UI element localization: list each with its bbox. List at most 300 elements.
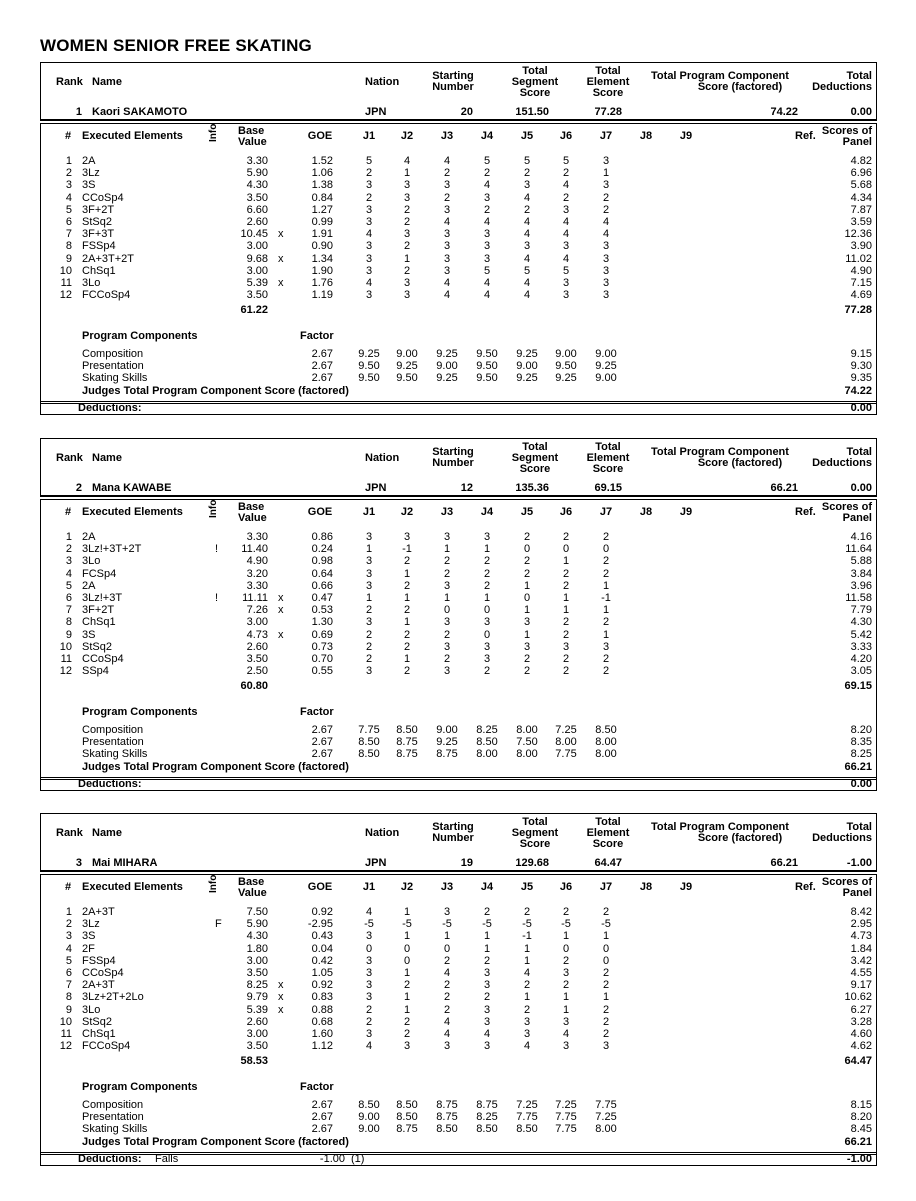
panel-score: 7.15	[850, 277, 872, 289]
base-value: 3.20	[246, 567, 268, 580]
element-score-value: 64.47	[594, 857, 622, 869]
component-panel-score: 9.15	[850, 348, 872, 360]
judge-score: 2	[483, 954, 491, 967]
base-value: 3.00	[246, 954, 268, 967]
panel-score: 10.62	[844, 991, 872, 1004]
program-components-header: Program Components	[82, 330, 198, 342]
judge-score: 1	[483, 543, 491, 556]
deductions-value: -1.00	[846, 857, 872, 869]
goe-value: 0.83	[311, 991, 333, 1004]
component-judge-score: 8.75	[436, 1111, 458, 1124]
judge-score: 0	[602, 543, 610, 556]
judge-score: 1	[443, 930, 451, 943]
segment-score-header: Total	[522, 65, 548, 77]
ref-header: Ref.	[795, 506, 816, 518]
deductions-header: Total	[846, 821, 872, 833]
element-number: 8	[65, 240, 72, 253]
judge-score: 3	[483, 653, 491, 665]
judge-score: 1	[483, 942, 491, 955]
judge-score: 1	[523, 604, 531, 617]
component-judge-score: 7.25	[555, 724, 577, 736]
judge-score: 1	[562, 991, 570, 1004]
panel-score: 4.62	[850, 1040, 872, 1053]
base-value: 7.26	[246, 604, 268, 617]
executed-elements-header: Executed Elements	[82, 881, 183, 893]
executed-elements-header: Executed Elements	[82, 130, 183, 142]
component-judge-score: 7.75	[595, 1099, 617, 1111]
judge-score: 3	[365, 179, 373, 192]
pcs-value: 66.21	[770, 482, 798, 494]
number-header: #	[65, 881, 72, 893]
element-number: 1	[65, 906, 72, 918]
goe-value: 0.70	[311, 653, 333, 665]
judges-total-label: Judges Total Program Component Score (factored)	[82, 385, 349, 397]
judge-score: 2	[483, 579, 491, 592]
base-value: 3.30	[246, 155, 268, 167]
element-number: 8	[65, 991, 72, 1004]
starting-number-value: 19	[460, 857, 473, 869]
judge-score: 4	[523, 277, 531, 289]
component-judge-score: 8.50	[358, 736, 380, 749]
component-factor: 2.67	[311, 1111, 333, 1124]
component-judge-score: 8.75	[396, 1123, 418, 1136]
judge-score: 2	[483, 906, 491, 918]
component-judge-score: 8.75	[476, 1099, 498, 1111]
judge-header: J3	[440, 506, 454, 518]
element-number: 12	[59, 665, 72, 678]
panel-score: 4.73	[850, 930, 872, 943]
judge-score: 3	[523, 616, 531, 629]
element-code: 3S	[82, 628, 96, 641]
component-judge-score: 9.00	[555, 348, 577, 360]
judge-score: 2	[523, 167, 531, 180]
judge-score: 2	[562, 167, 570, 180]
component-judge-score: 9.50	[555, 360, 577, 373]
component-judge-score: 9.50	[476, 372, 498, 385]
panel-score: 3.42	[850, 954, 872, 967]
judge-score: 3	[602, 240, 610, 253]
judge-score: 2	[562, 954, 570, 967]
element-number: 11	[60, 277, 72, 289]
skater-name: Kaori SAKAMOTO	[92, 106, 188, 118]
judge-score: 2	[483, 203, 491, 216]
judge-score: 4	[562, 228, 570, 241]
judge-score: 3	[365, 289, 373, 302]
judge-score: 5	[562, 264, 570, 277]
judge-score: 2	[403, 1015, 411, 1028]
base-value: 3.50	[246, 1040, 268, 1053]
panel-score: 2.95	[850, 918, 872, 931]
judge-header: J1	[362, 881, 376, 893]
goe-value: 1.90	[311, 264, 333, 277]
judge-score: 4	[562, 1028, 570, 1040]
judge-score: 3	[443, 906, 451, 918]
deduction-amount: -1.00	[319, 1153, 345, 1165]
judge-score: 2	[602, 665, 610, 678]
judge-score: 4	[562, 179, 570, 192]
goe-value: 1.19	[311, 289, 333, 302]
panel-header: Scores of	[821, 876, 872, 888]
element-code: CCoSp4	[82, 191, 124, 204]
judge-score: 3	[602, 179, 610, 192]
executed-elements-header: Executed Elements	[82, 506, 183, 518]
judge-score: 0	[562, 942, 570, 955]
judge-score: 3	[443, 531, 451, 543]
panel-score: 5.68	[850, 179, 872, 192]
judge-score: 3	[483, 1040, 491, 1053]
judge-score: 2	[365, 628, 373, 641]
pcs-total: 74.22	[844, 385, 872, 397]
judge-score: 3	[365, 1028, 373, 1040]
factor-header: Factor	[300, 706, 334, 718]
segment-score-header-2: Segment	[511, 452, 559, 464]
judge-score: -5	[402, 918, 412, 931]
nation-value: JPN	[365, 857, 387, 869]
element-score-header: Total	[595, 816, 621, 828]
judge-score: 3	[443, 252, 451, 265]
nation-header: Nation	[365, 827, 400, 839]
judge-score: 3	[403, 289, 411, 302]
judge-score: 5	[562, 155, 570, 167]
component-name: Composition	[82, 348, 144, 360]
judge-score: 2	[523, 906, 531, 918]
bonus-marker: x	[278, 592, 284, 604]
judge-header: J3	[440, 881, 454, 893]
panel-header: Scores of	[821, 125, 872, 137]
judge-score: 2	[365, 1003, 373, 1016]
judge-score: 4	[483, 277, 491, 289]
judge-score: 3	[403, 1040, 411, 1053]
component-judge-score: 8.00	[516, 748, 538, 761]
component-factor: 2.67	[311, 348, 333, 360]
component-judge-score: 9.25	[436, 372, 458, 385]
goe-value: 0.04	[311, 942, 333, 955]
component-judge-score: 8.00	[595, 748, 617, 761]
judge-score: 3	[365, 216, 373, 228]
judge-score: 4	[523, 191, 531, 204]
base-value-total: 61.22	[240, 304, 268, 316]
judge-score: 2	[443, 653, 451, 665]
judge-score: 2	[562, 579, 570, 592]
element-info: F	[215, 918, 222, 931]
judge-header: J3	[440, 130, 454, 142]
element-number: 12	[59, 289, 72, 302]
judge-score: 3	[602, 640, 610, 653]
judge-score: 2	[443, 167, 451, 180]
element-code: ChSq1	[82, 264, 116, 277]
panel-score: 4.55	[850, 967, 872, 979]
goe-value: 1.05	[311, 967, 333, 979]
panel-score: 4.90	[850, 264, 872, 277]
judge-score: -1	[601, 592, 611, 604]
base-value: 3.00	[246, 264, 268, 277]
judge-score: 2	[602, 531, 610, 543]
component-judge-score: 8.50	[358, 1099, 380, 1111]
element-number: 7	[65, 979, 72, 992]
element-number: 6	[65, 967, 72, 979]
segment-score-header: Total	[522, 816, 548, 828]
judge-score: 4	[443, 289, 451, 302]
judge-score: 4	[562, 216, 570, 228]
judge-score: 3	[483, 967, 491, 979]
skater-score-sheet	[40, 813, 877, 1201]
judge-score: 2	[562, 653, 570, 665]
judge-score: 4	[365, 906, 373, 918]
judge-header: J6	[559, 881, 573, 893]
judge-score: 4	[483, 216, 491, 228]
element-score-header-2: Element	[586, 827, 630, 839]
info-header: Info	[208, 123, 219, 142]
judge-score: 2	[562, 616, 570, 629]
pcs-value: 74.22	[770, 106, 798, 118]
base-value: 5.90	[246, 918, 268, 931]
component-judge-score: 7.25	[516, 1099, 538, 1111]
judge-score: 0	[443, 604, 451, 617]
judge-score: 4	[443, 277, 451, 289]
component-factor: 2.67	[311, 736, 333, 749]
deductions-label: Deductions:	[78, 1153, 142, 1165]
judge-score: 3	[562, 1015, 570, 1028]
element-code: StSq2	[82, 216, 112, 228]
judge-score: 2	[523, 665, 531, 678]
goe-value: 1.76	[311, 277, 333, 289]
component-judge-score: 9.50	[358, 360, 380, 373]
component-judge-score: 8.75	[436, 1099, 458, 1111]
judge-score: 4	[443, 967, 451, 979]
nation-header: Nation	[365, 452, 400, 464]
judge-score: 2	[483, 167, 491, 180]
judge-header: J2	[400, 130, 414, 142]
judge-score: 1	[562, 604, 570, 617]
element-code: CCoSp4	[82, 967, 124, 979]
base-value-total: 58.53	[240, 1055, 268, 1067]
component-judge-score: 8.00	[476, 748, 498, 761]
component-name: Presentation	[82, 736, 144, 749]
nation-value: JPN	[365, 106, 387, 118]
component-judge-score: 9.25	[358, 348, 380, 360]
element-code: 2A	[82, 531, 96, 543]
component-panel-score: 8.15	[850, 1099, 872, 1111]
pcs-header: Total Program Component	[651, 446, 789, 458]
judge-score: 1	[562, 555, 570, 568]
judge-score: 5	[483, 264, 491, 277]
starting-number-header-2: Number	[432, 81, 474, 93]
judge-score: 3	[483, 228, 491, 241]
component-judge-score: 8.00	[555, 736, 577, 749]
panel-score: 8.42	[850, 906, 872, 918]
judge-score: 3	[443, 203, 451, 216]
judge-score: 3	[403, 531, 411, 543]
element-number: 3	[65, 930, 72, 943]
goe-value: 1.60	[311, 1028, 333, 1040]
goe-value: 0.92	[311, 906, 333, 918]
judge-score: 1	[403, 930, 411, 943]
deduction-type: Falls	[155, 1153, 179, 1165]
element-number: 9	[65, 1003, 72, 1016]
component-judge-score: 7.75	[516, 1111, 538, 1124]
element-code: FCCoSp4	[82, 289, 131, 302]
summary-divider	[40, 496, 877, 497]
judge-score: 3	[443, 240, 451, 253]
bonus-marker: x	[278, 628, 284, 641]
judge-score: 4	[523, 967, 531, 979]
judge-score: 3	[365, 991, 373, 1004]
panel-score: 3.84	[850, 567, 872, 580]
judge-score: 1	[403, 567, 411, 580]
judge-header: J5	[520, 506, 534, 518]
component-judge-score: 8.50	[396, 724, 418, 736]
element-code: 3F+3T	[82, 228, 115, 241]
component-panel-score: 9.35	[850, 372, 872, 385]
judge-score: 0	[403, 942, 411, 955]
judge-score: 4	[443, 1028, 451, 1040]
component-name: Skating Skills	[82, 748, 148, 761]
element-code: StSq2	[82, 1015, 112, 1028]
judge-score: 4	[443, 1015, 451, 1028]
element-code: 3Lz	[82, 918, 100, 931]
goe-value: 0.99	[311, 216, 333, 228]
panel-score: 6.27	[850, 1003, 872, 1016]
judge-score: 1	[403, 653, 411, 665]
starting-number-value: 12	[460, 482, 473, 494]
component-judge-score: 7.75	[555, 1123, 577, 1136]
component-name: Composition	[82, 724, 144, 736]
judge-score: 0	[483, 628, 491, 641]
judge-score: 2	[602, 906, 610, 918]
panel-score: 3.28	[850, 1015, 872, 1028]
panel-score: 3.59	[850, 216, 872, 228]
judge-score: 4	[483, 179, 491, 192]
judge-score: 2	[523, 653, 531, 665]
panel-score: 4.60	[850, 1028, 872, 1040]
judge-score: 3	[602, 264, 610, 277]
element-info: !	[215, 543, 219, 556]
deductions-header: Total	[846, 446, 872, 458]
pcs-header-2: Score (factored)	[697, 81, 783, 93]
judge-score: 2	[602, 555, 610, 568]
element-code: FSSp4	[82, 954, 116, 967]
deductions-header-2: Deductions	[812, 457, 872, 469]
judge-header: J6	[559, 130, 573, 142]
goe-value: 0.88	[311, 1003, 333, 1016]
judge-header: J4	[480, 130, 494, 142]
component-judge-score: 8.50	[358, 748, 380, 761]
judge-score: 0	[443, 942, 451, 955]
judge-score: 2	[562, 567, 570, 580]
judge-header: J9	[679, 881, 693, 893]
component-judge-score: 9.00	[358, 1111, 380, 1124]
goe-header: GOE	[307, 130, 333, 142]
judge-score: 3	[562, 289, 570, 302]
judge-score: 5	[523, 155, 531, 167]
element-code: 2F	[82, 942, 95, 955]
judge-header: J8	[639, 130, 653, 142]
judge-score: 2	[602, 979, 610, 992]
component-factor: 2.67	[311, 372, 333, 385]
judge-score: 2	[483, 555, 491, 568]
component-judge-score: 8.50	[396, 1111, 418, 1124]
panel-header-2: Panel	[842, 512, 872, 524]
judge-score: 3	[483, 252, 491, 265]
judge-header: J7	[599, 506, 613, 518]
judge-score: -5	[482, 918, 492, 931]
panel-score: 4.30	[850, 616, 872, 629]
element-score-header-3: Score	[592, 87, 624, 99]
starting-number-header: Starting	[432, 821, 474, 833]
judge-score: 3	[365, 616, 373, 629]
judge-score: 1	[602, 991, 610, 1004]
judge-score: 3	[365, 665, 373, 678]
judge-score: 1	[403, 616, 411, 629]
judge-header: J8	[639, 881, 653, 893]
component-panel-score: 9.30	[850, 360, 872, 373]
judge-score: 3	[602, 252, 610, 265]
base-value: 2.60	[246, 1015, 268, 1028]
base-value: 3.50	[246, 191, 268, 204]
element-number: 2	[65, 167, 72, 180]
base-value: 11.11	[242, 592, 268, 604]
judge-score: 2	[602, 1003, 610, 1016]
element-code: 3Lz	[82, 167, 100, 180]
bonus-marker: x	[278, 979, 284, 992]
rank-value: 3	[75, 857, 82, 869]
element-number: 6	[65, 592, 72, 604]
goe-value: 0.90	[311, 240, 333, 253]
element-code: FCSp4	[82, 567, 117, 580]
judge-score: 5	[483, 155, 491, 167]
element-number: 5	[65, 954, 72, 967]
element-score-total: 64.47	[844, 1055, 872, 1067]
component-factor: 2.67	[311, 1099, 333, 1111]
component-judge-score: 8.50	[476, 1123, 498, 1136]
judge-score: 4	[602, 216, 610, 228]
judge-score: 3	[365, 954, 373, 967]
component-judge-score: 7.25	[555, 1099, 577, 1111]
judge-score: 3	[483, 979, 491, 992]
judge-score: 2	[602, 616, 610, 629]
judge-header: J4	[480, 881, 494, 893]
component-judge-score: 8.50	[476, 736, 498, 749]
judge-score: 3	[365, 979, 373, 992]
judge-score: 3	[443, 1040, 451, 1053]
judge-score: 3	[562, 240, 570, 253]
component-judge-score: 9.50	[396, 372, 418, 385]
judge-header: J1	[362, 130, 376, 142]
judge-score: 2	[403, 604, 411, 617]
judge-score: 4	[602, 228, 610, 241]
deductions-total: 0.00	[850, 778, 872, 790]
base-value: 3.00	[246, 616, 268, 629]
element-number: 1	[65, 155, 72, 167]
judge-score: 1	[483, 930, 491, 943]
judge-header: J5	[520, 881, 534, 893]
goe-value: 0.84	[311, 191, 333, 204]
judge-score: -5	[364, 918, 374, 931]
judge-score: 0	[523, 543, 531, 556]
panel-score: 3.90	[850, 240, 872, 253]
component-judge-score: 7.25	[595, 1111, 617, 1124]
judge-score: 0	[602, 954, 610, 967]
judge-score: 3	[365, 967, 373, 979]
judge-score: 3	[365, 930, 373, 943]
panel-score: 12.36	[844, 228, 872, 241]
goe-value: 0.98	[311, 555, 333, 568]
base-value: 3.30	[246, 531, 268, 543]
component-judge-score: 8.75	[396, 748, 418, 761]
pcs-total: 66.21	[844, 1136, 872, 1148]
judge-score: 3	[562, 640, 570, 653]
rank-header: Rank	[56, 452, 83, 464]
